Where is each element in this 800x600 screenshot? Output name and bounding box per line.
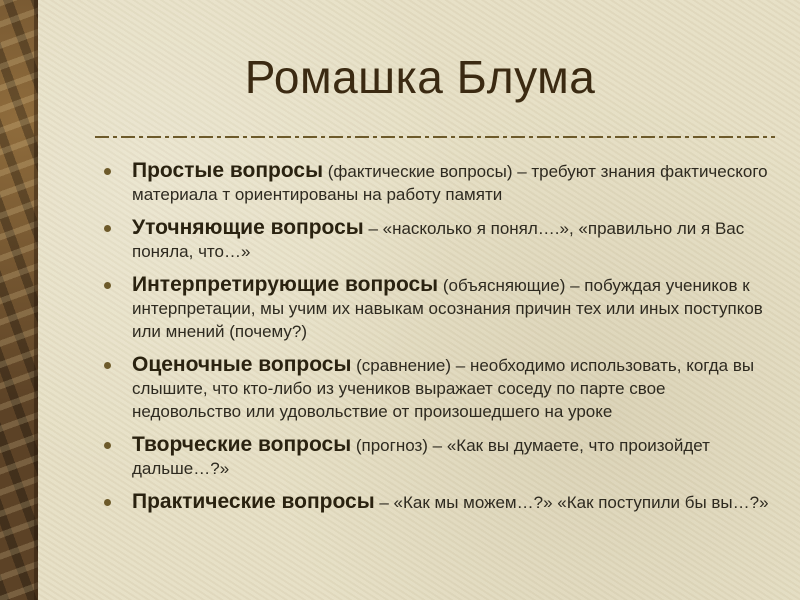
bullet-dot-icon [104, 168, 111, 175]
bullet-term: Интерпретирующие вопросы [132, 273, 439, 296]
bullet-term: Оценочные вопросы [132, 353, 352, 376]
bullet-list [100, 160, 770, 525]
bullet-dot-icon [104, 225, 111, 232]
bullet-description: (объясняющие) – побуждая учеников к интерпретации, мы учим их навыкам осознания причин тех или иных поступков или мнений (почему?) [132, 276, 763, 341]
bullet-description: (прогноз) – «Как вы думаете, что произойдет дальше…?» [132, 436, 710, 478]
slide-title: Ромашка Блума [244, 51, 596, 103]
bullet-term: Практические вопросы [132, 490, 375, 513]
bullet-item-practical [100, 491, 770, 515]
bullet-dot-icon [104, 362, 111, 369]
bullet-item-simple [100, 160, 770, 207]
bullet-item-creative [100, 434, 770, 481]
bullet-description: – «насколько я понял….», «правильно ли я Вас поняла, что…» [132, 219, 745, 261]
bullet-item-clarifying [100, 217, 770, 264]
dashed-divider [95, 135, 775, 139]
bullet-item-interpreting [100, 274, 770, 344]
bullet-description: (сравнение) – необходимо использовать, когда вы слышите, что кто-либо из учеников выражает соседу по парте свое недовольство или удовольствие от произошедшего на уроке [132, 356, 755, 421]
bullet-dot-icon [104, 442, 111, 449]
bullet-item-evaluative [100, 354, 770, 424]
bullet-term: Творческие вопросы [132, 433, 352, 456]
bullet-description: (фактические вопросы) – требуют знания фактического материала т ориентированы на работу памяти [132, 162, 768, 204]
bullet-dot-icon [104, 282, 111, 289]
bullet-term: Уточняющие вопросы [132, 216, 364, 239]
bullet-dot-icon [104, 499, 111, 506]
bullet-term: Простые вопросы [132, 159, 324, 182]
bullet-description: – «Как мы можем…?» «Как поступили бы вы…?» [374, 493, 769, 512]
decorative-side-strip [0, 0, 38, 600]
